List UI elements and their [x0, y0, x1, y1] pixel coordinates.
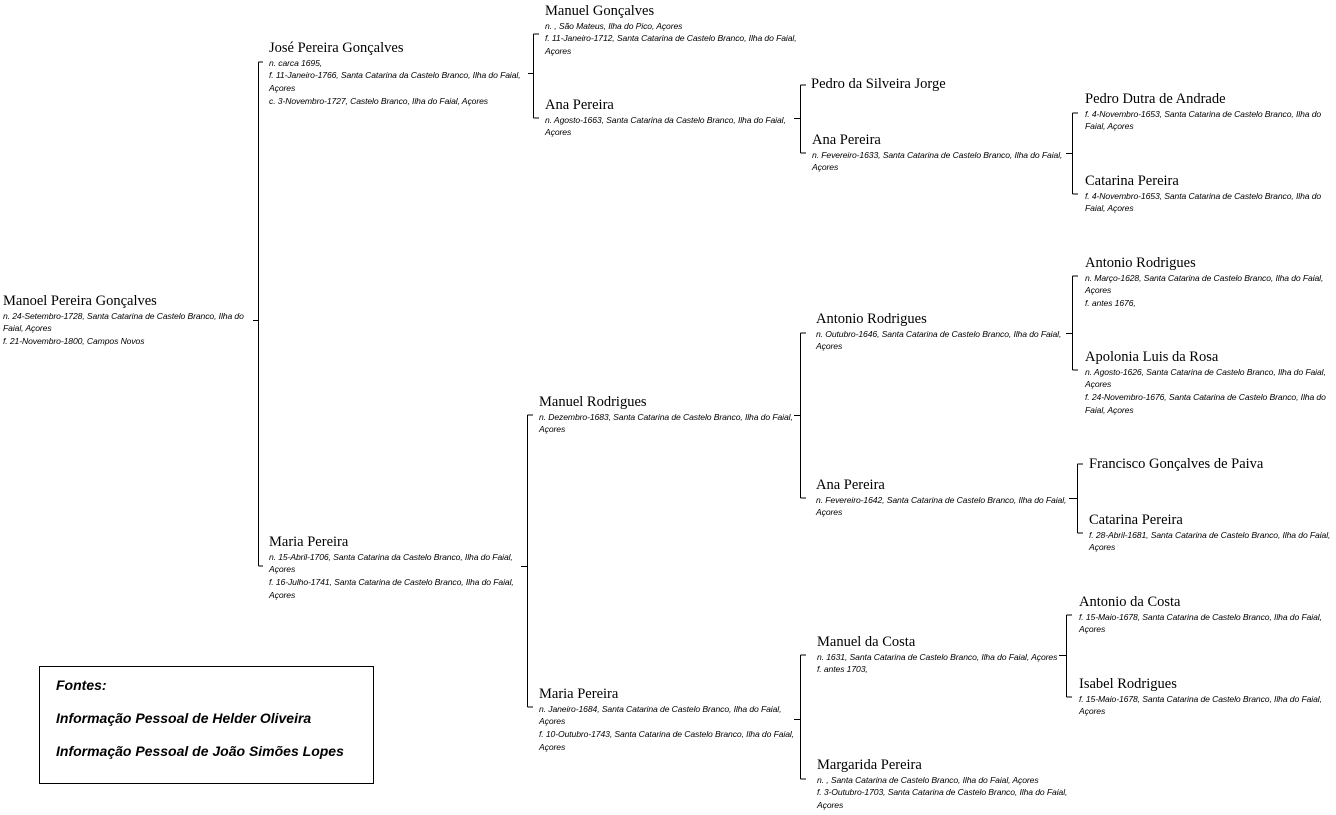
person-detail: Açores: [1085, 285, 1112, 296]
person-apolonia-luis-da-rosa: [1085, 350, 1326, 417]
person-name: Ana Pereira: [816, 477, 885, 493]
person-name: Ana Pereira: [812, 132, 881, 148]
person-name: Antonio da Costa: [1079, 594, 1181, 610]
person-detail: Açores: [1085, 379, 1112, 390]
person-manuel-goncalves: [545, 4, 796, 58]
person-detail: n. , Santa Catarina de Castelo Branco, Ilha do Faial, Açores: [817, 774, 1039, 785]
person-margarida-pereira: [817, 758, 1067, 812]
connector-ana1633: [1066, 113, 1078, 194]
person-detail: n. Fevereiro-1642, Santa Catarina de Castelo Branco, Ilha do Faial,: [816, 494, 1067, 505]
person-detail: Açores: [545, 127, 572, 138]
person-detail: Açores: [539, 741, 566, 752]
person-detail: Açores: [269, 83, 296, 94]
person-francisco-goncalves-de-paiva: [1089, 457, 1263, 473]
person-detail: n. Março-1628, Santa Catarina de Castelo Branco, Ilha do Faial,: [1085, 272, 1324, 283]
person-detail: f. antes 1703,: [817, 664, 868, 675]
person-detail: n. , São Mateus, Ilha do Pico, Açores: [545, 20, 683, 31]
person-catarina-pereira-1653: [1085, 174, 1321, 215]
person-name: Isabel Rodrigues: [1079, 676, 1177, 692]
connector-ana1642: [1069, 464, 1083, 533]
person-detail: f. 10-Outubro-1743, Santa Catarina de Castelo Branco, Ilha do Faial,: [539, 729, 794, 740]
person-name: Catarina Pereira: [1085, 173, 1179, 189]
connector-antonio1646: [1066, 276, 1078, 370]
person-name: Antonio Rodrigues: [1085, 255, 1196, 271]
person-detail: Açores: [817, 800, 844, 811]
person-antonio-rodrigues-1646: [816, 312, 1061, 353]
person-detail: Açores: [269, 589, 296, 600]
person-maria-pereira-1684: [539, 687, 794, 754]
person-ana-pereira-1663: [545, 98, 786, 139]
person-maria-pereira-1706: [269, 535, 514, 602]
person-detail: n. Fevereiro-1633, Santa Catarina de Castelo Branco, Ilha do Faial,: [812, 149, 1063, 160]
connector-manuelcosta: [1059, 615, 1072, 697]
person-detail: Açores: [816, 507, 843, 518]
person-detail: f. 28-Abril-1681, Santa Catarina de Castelo Branco, Ilha do Faial,: [1089, 529, 1331, 540]
person-manoel-pereira-goncalves: [3, 294, 244, 348]
person-ana-pereira-1633: [812, 133, 1062, 174]
person-isabel-rodrigues: [1079, 677, 1322, 718]
person-detail: f. 15-Maio-1678, Santa Catarina de Castelo Branco, Ilha do Faial,: [1079, 693, 1322, 704]
person-detail: Faial, Açores: [1085, 203, 1134, 214]
person-detail: Açores: [1079, 624, 1106, 635]
person-name: Manoel Pereira Gonçalves: [3, 293, 157, 309]
person-pedro-da-silveira-jorge: [811, 77, 946, 93]
source-item: Informação Pessoal de João Simões Lopes: [56, 743, 344, 759]
person-detail: Açores: [545, 46, 572, 57]
person-name: Antonio Rodrigues: [816, 311, 927, 327]
person-detail: n. Dezembro-1683, Santa Catarina de Castelo Branco, Ilha do Faial,: [539, 411, 793, 422]
person-detail: Faial, Açores: [3, 323, 52, 334]
person-detail: f. 4-Novembro-1653, Santa Catarina de Castelo Branco, Ilha do: [1085, 190, 1322, 201]
person-detail: n. 24-Setembro-1728, Santa Catarina de Castelo Branco, Ilha do: [3, 310, 244, 321]
person-detail: n. Agosto-1663, Santa Catarina da Castelo Branco, Ilha do Faial,: [545, 114, 786, 125]
person-ana-pereira-1642: [816, 478, 1066, 519]
sources-box: [39, 666, 374, 784]
person-catarina-pereira-1681: [1089, 513, 1330, 554]
person-name: Catarina Pereira: [1089, 512, 1183, 528]
person-name: Maria Pereira: [269, 534, 349, 550]
person-manuel-rodrigues: [539, 395, 793, 436]
person-detail: f. 11-Janeiro-1712, Santa Catarina de Castelo Branco, Ilha do Faial,: [545, 33, 797, 44]
person-detail: Açores: [1089, 542, 1116, 553]
person-manuel-da-costa: [817, 635, 1057, 676]
person-detail: n. Outubro-1646, Santa Catarina de Castelo Branco, Ilha do Faial,: [816, 328, 1062, 339]
connector-maria1706: [521, 415, 533, 707]
person-detail: n. Janeiro-1684, Santa Catarina de Castelo Branco, Ilha do Faial,: [539, 703, 782, 714]
person-name: Pedro da Silveira Jorge: [811, 76, 946, 92]
person-detail: f. 16-Julho-1741, Santa Catarina de Castelo Branco, Ilha do Faial,: [269, 577, 514, 588]
person-detail: f. antes 1676,: [1085, 298, 1136, 309]
connector-jose: [528, 34, 539, 118]
person-detail: f. 11-Janeiro-1766, Santa Catarina da Castelo Branco, Ilha do Faial,: [269, 70, 521, 81]
person-detail: f. 24-Novembro-1676, Santa Catarina de Castelo Branco, Ilha do: [1085, 392, 1326, 403]
person-name: Maria Pereira: [539, 686, 619, 702]
person-name: Apolonia Luis da Rosa: [1085, 349, 1219, 365]
person-detail: f. 21-Novembro-1800, Campos Novos: [3, 336, 145, 347]
person-detail: f. 3-Outubro-1703, Santa Catarina de Castelo Branco, Ilha do Faial,: [817, 787, 1068, 798]
person-name: José Pereira Gonçalves: [269, 40, 404, 56]
person-antonio-rodrigues-1628: [1085, 256, 1323, 310]
person-detail: n. carca 1695,: [269, 57, 323, 68]
person-name: Pedro Dutra de Andrade: [1085, 91, 1226, 107]
connector-maria1684: [794, 655, 806, 779]
person-detail: n. 1631, Santa Catarina de Castelo Branco, Ilha do Faial, Açores: [817, 651, 1058, 662]
person-detail: c. 3-Novembro-1727, Castelo Branco, Ilha do Faial, Açores: [269, 95, 488, 106]
person-detail: f. 4-Novembro-1653, Santa Catarina de Castelo Branco, Ilha do: [1085, 108, 1322, 119]
person-jose-pereira-goncalves: [269, 41, 520, 108]
person-name: Manuel Gonçalves: [545, 3, 655, 19]
source-item: Informação Pessoal de Helder Oliveira: [56, 710, 312, 726]
person-name: Manuel Rodrigues: [539, 394, 647, 410]
person-name: Francisco Gonçalves de Paiva: [1089, 456, 1264, 472]
person-detail: Açores: [539, 424, 566, 435]
connector-ana1663: [794, 85, 806, 153]
connector-manuelrod: [794, 333, 806, 498]
person-detail: Faial, Açores: [1085, 404, 1134, 415]
sources-title: Fontes:: [56, 677, 107, 693]
person-detail: Açores: [269, 564, 296, 575]
person-detail: f. 15-Maio-1678, Santa Catarina de Castelo Branco, Ilha do Faial,: [1079, 611, 1322, 622]
person-antonio-da-costa: [1079, 595, 1322, 636]
person-detail: Açores: [816, 341, 843, 352]
person-pedro-dutra-de-andrade: [1085, 92, 1321, 133]
person-detail: Açores: [539, 716, 566, 727]
person-detail: Açores: [812, 162, 839, 173]
person-detail: Açores: [1079, 706, 1106, 717]
person-detail: n. Agosto-1626, Santa Catarina de Castelo Branco, Ilha do Faial,: [1085, 366, 1326, 377]
person-detail: Faial, Açores: [1085, 121, 1134, 132]
person-name: Margarida Pereira: [817, 757, 922, 773]
connector-manoel: [253, 62, 263, 566]
person-name: Manuel da Costa: [817, 634, 916, 650]
person-name: Ana Pereira: [545, 97, 614, 113]
person-detail: n. 15-Abril-1706, Santa Catarina da Castelo Branco, Ilha do Faial,: [269, 551, 513, 562]
